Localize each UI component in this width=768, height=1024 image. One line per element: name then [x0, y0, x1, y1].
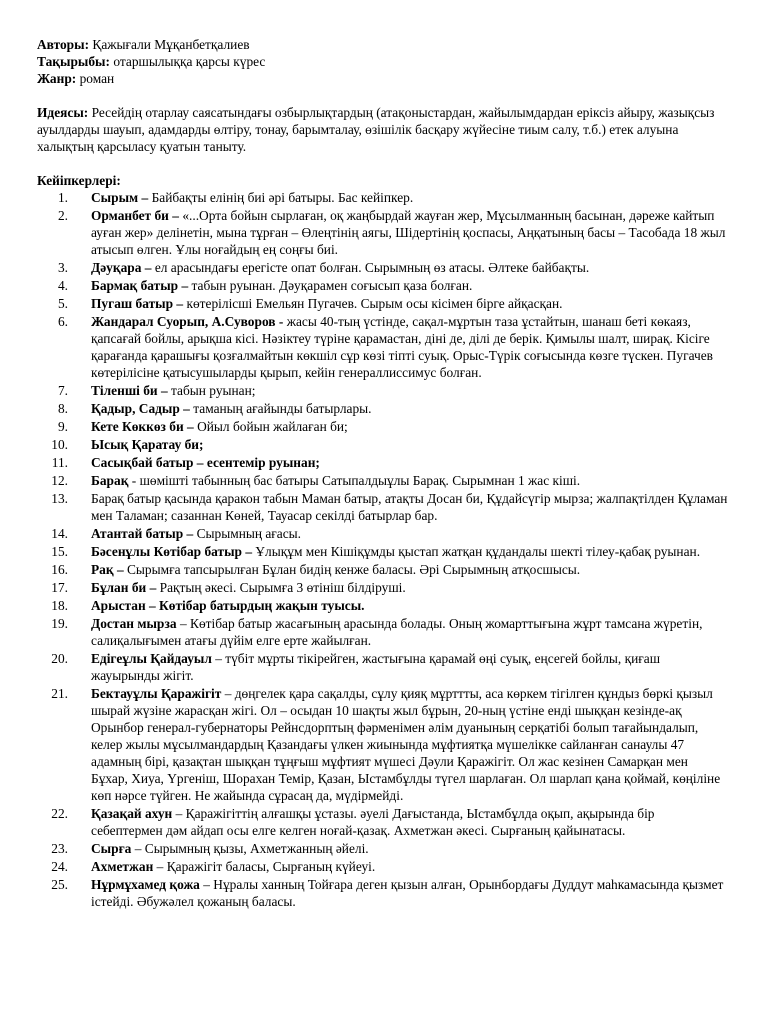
character-item — [37, 876, 728, 910]
character-item — [37, 189, 728, 206]
character-name: Арыстан – Көтібар батырдың жақын туысы. — [91, 598, 365, 613]
character-item — [37, 525, 728, 542]
character-text: – түбіт мұрты тікірейген, жастығына қарамай өңі суық, еңсегей бойлы, қиғаш жауырынды жігіт. — [91, 651, 660, 683]
character-text: көтерілісші Емельян Пугачев. Сырым осы кісімен бірге айқасқан. — [186, 296, 563, 311]
character-description — [91, 313, 728, 381]
character-text: жасы 40-тың үстінде, сақал-мұртын таза ұстайтын, шанаш беті көкаяз, қапсағай бойлы, арықша кісі. Нәзіктеу түріне қарамастан, діні де, ділі де берік. Қимылы шалт, ширақ. Кісіге қарағанда қарашығы қозғалмайтын көкшіл сұр көзі тіпті суық. Орыс-Түрік соғысында көзге түскен. Пугачев көтерілісіне қатысушыларды қырып, кейін генераллиссимус болған. — [91, 314, 714, 380]
character-number: 1. — [57, 190, 68, 205]
characters-heading: Кейіпкерлері: — [37, 173, 121, 188]
character-text: табын руынан. Дәуқарамен соғысып қаза болған. — [191, 278, 473, 293]
character-name: Бармақ батыр – — [91, 278, 189, 293]
character-description — [91, 295, 728, 312]
character-text: – Қаражігіт баласы, Сырғаның күйеуі. — [156, 859, 376, 874]
character-description — [91, 685, 728, 804]
character-description — [91, 277, 728, 294]
character-name: Барақ — [91, 473, 129, 488]
character-description — [91, 525, 728, 542]
character-number: 17. — [51, 580, 68, 595]
character-text: Сырымға тапсырылған Бұлан бидің кенже баласы. Әрі Сырымның атқосшысы. — [127, 562, 581, 577]
character-description — [91, 650, 728, 684]
character-name: Едігеұлы Қайдауыл — [91, 651, 212, 666]
theme-value: отаршылыққа қарсы күрес — [113, 54, 266, 69]
character-item — [37, 490, 728, 524]
ideas-label: Идеясы: — [37, 105, 89, 120]
character-number: 9. — [57, 419, 68, 434]
character-item — [37, 472, 728, 489]
character-name: Дәуқара – — [91, 260, 152, 275]
authors-value: Қажығали Мұқанбетқалиев — [92, 37, 250, 52]
character-text: Рақтың әкесі. Сырымға 3 өтініш білдіруші. — [159, 580, 406, 595]
character-item — [37, 454, 728, 471]
character-item — [37, 615, 728, 649]
genre-value: роман — [79, 71, 115, 86]
character-number: 13. — [51, 491, 68, 506]
character-item — [37, 579, 728, 596]
character-name: Бұлан би – — [91, 580, 157, 595]
character-description — [91, 615, 728, 649]
character-item — [37, 259, 728, 276]
character-number: 20. — [51, 651, 68, 666]
character-number: 2. — [57, 208, 68, 223]
character-description — [91, 207, 728, 258]
character-name: Орманбет би – — [91, 208, 179, 223]
character-name: Сырға — [91, 841, 132, 856]
character-text: табын руынан; — [171, 383, 256, 398]
character-text: ел арасындағы ерегісте опат болған. Сырымның өз атасы. Әлтеке байбақты. — [154, 260, 590, 275]
character-description — [91, 436, 728, 453]
character-item — [37, 685, 728, 804]
character-number: 5. — [57, 296, 68, 311]
character-name: Достан мырза — [91, 616, 177, 631]
character-text: – Нұралы ханның Тойғара деген қызын алған, Орынбордағы Дуддут маһкамасында қызмет істейді. Әбужәлел қожаның баласы. — [91, 877, 724, 909]
character-text: - шөмішті табынның бас батыры Сатыпалдыұлы Барақ. Сырымнан 1 жас кіші. — [131, 473, 581, 488]
character-text: Ұлықұм мен Кішіқұмды қыстап жатқан құдандалы шекті тілеу-қабақ руынан. — [255, 544, 701, 559]
character-text: Сырымның ағасы. — [196, 526, 302, 541]
character-name: Тіленші би – — [91, 383, 168, 398]
character-description — [91, 418, 728, 435]
character-description — [91, 382, 728, 399]
character-number: 11. — [51, 455, 68, 470]
theme-line — [37, 53, 728, 70]
character-number: 18. — [51, 598, 68, 613]
character-item — [37, 858, 728, 875]
character-number: 19. — [51, 616, 68, 631]
character-number: 24. — [51, 859, 68, 874]
character-number: 3. — [57, 260, 68, 275]
character-description — [91, 189, 728, 206]
character-name: Қазақай ахун — [91, 806, 173, 821]
character-item — [37, 295, 728, 312]
character-number: 21. — [51, 686, 68, 701]
character-number: 4. — [57, 278, 68, 293]
genre-line — [37, 70, 728, 87]
character-item — [37, 597, 728, 614]
character-description — [91, 561, 728, 578]
character-name: Нұрмұхамед қожа — [91, 877, 200, 892]
character-description — [91, 805, 728, 839]
character-number: 22. — [51, 806, 68, 821]
character-number: 7. — [57, 383, 68, 398]
character-description — [91, 876, 728, 910]
character-number: 12. — [51, 473, 68, 488]
character-item — [37, 805, 728, 839]
theme-label: Тақырыбы: — [37, 54, 110, 69]
character-text: – Көтібар батыр жасағының арасында болады. Оның жомарттығына жұрт тамсана жүретін, салиқалығымен атағы дүйім елге ерте жайылған. — [91, 616, 703, 648]
character-name: Сырым – — [91, 190, 149, 205]
character-description — [91, 840, 728, 857]
character-description — [91, 858, 728, 875]
character-item — [37, 840, 728, 857]
character-item — [37, 277, 728, 294]
character-item — [37, 418, 728, 435]
character-text: – Қаражігіттің алғашқы ұстазы. әуелі Дағыстанда, Ыстамбұлда оқып, ақырында бір себептермен дәм айдап осы елге келген ноғай-қазақ. Ахметжан әкесі. Сырғаның қайынатасы. — [91, 806, 655, 838]
character-text: – дөңгелек қара сақалды, сұлу қияқ мұрттты, аса көркем тігілген құндыз бөркі қызыл шырай жүзіне жарасқан жігі. Ол – осыдан 10 шақты жыл бұрын, 20-ның үстіне енді шыққан кезінде-ақ Орынбор генерал-губернаторы Рейнсдорптың фәрменімен әлім дуанының серқатібі болып тағайындалып, келер жылы мұсылмандардың Қазандағы үлкен жиынында мұфтиятқа мүшелікке сайланған санаулы 47 адамның бірі, қазақтан шыққан тұңғыш мұфтият мүшесі Дәули Қаражігіт. Ол жас кезінен Самарқан мен Бұхар, Хиуа, Үргеніш, Шорахан Темір, Қазан, Ыстамбұлды түгел шарлаған. Ол шарлап қана қоймай, көңіліне көп нәрсе түйген. Не жайында сұрасаң да, мүдірмейді. — [91, 686, 721, 803]
character-description — [91, 259, 728, 276]
character-description — [91, 543, 728, 560]
character-item — [37, 650, 728, 684]
character-text: Барақ батыр қасында қаракон табын Маман батыр, атақты Досан би, Құдайсүгір мырза; жалпақтілден Құламан мен Таламан; сазаннан Көней, Тауасар секілді батырлар бар. — [91, 491, 728, 523]
character-number: 10. — [51, 437, 68, 452]
character-name: Ысық Қаратау би; — [91, 437, 204, 452]
character-text: «...Орта бойын сырлаған, оқ жаңбырдай жауған жер, Мұсылманның басынан, дәреже кайтып ауған жер» делінетін, мына тұрған – Өлеңтінің аягы, Шідертінің қоспасы, Аңқатының басы – Тасобада 18 жыл атысып өлген. Ұлы ноғайдың ең соңғы биі. — [91, 208, 726, 257]
character-name: Сасықбай батыр – есентемір руынан; — [91, 455, 320, 470]
character-name: Қадыр, Садыр – — [91, 401, 190, 416]
characters-list — [37, 189, 728, 910]
character-number: 15. — [51, 544, 68, 559]
character-text: таманың ағайынды батырлары. — [193, 401, 372, 416]
character-name: Бәсенұлы Көтібар батыр – — [91, 544, 253, 559]
character-description — [91, 454, 728, 471]
character-item — [37, 382, 728, 399]
character-name: Кете Көккөз би – — [91, 419, 194, 434]
authors-label: Авторы: — [37, 37, 90, 52]
character-name: Ахметжан — [91, 859, 154, 874]
character-description — [91, 400, 728, 417]
authors-line — [37, 36, 728, 53]
character-text: – Сырымның қызы, Ахметжанның әйелі. — [134, 841, 369, 856]
character-description — [91, 472, 728, 489]
character-name: Жандарал Суорып, А.Суворов - — [91, 314, 284, 329]
character-name: Пугаш батыр – — [91, 296, 184, 311]
character-number: 25. — [51, 877, 68, 892]
character-number: 14. — [51, 526, 68, 541]
character-description — [91, 490, 728, 524]
character-description — [91, 579, 728, 596]
ideas-text: Ресейдің отарлау саясатындағы озбырлықтардың (атақоныстардан, жайылымдардан еріксіз айыру, жазықсыз ауылдарды шауып, адамдарды өлтіру, тонау, барымталау, өзішілік басқару жүйесіне тиым салу, т.б.) етек алуына халықтың қарсыласу қуатын таныту. — [37, 105, 715, 154]
character-description — [91, 597, 728, 614]
ideas-paragraph — [37, 104, 728, 155]
character-item — [37, 207, 728, 258]
character-item — [37, 400, 728, 417]
character-item — [37, 436, 728, 453]
character-text: Ойыл бойын жайлаған би; — [197, 419, 348, 434]
character-name: Атантай батыр – — [91, 526, 194, 541]
character-number: 8. — [57, 401, 68, 416]
character-name: Бектауұлы Қаражігіт — [91, 686, 222, 701]
character-item — [37, 561, 728, 578]
character-number: 6. — [57, 314, 68, 329]
character-item — [37, 543, 728, 560]
character-item — [37, 313, 728, 381]
character-text: Байбақты елінің биі әрі батыры. Бас кейіпкер. — [151, 190, 414, 205]
character-number: 23. — [51, 841, 68, 856]
character-name: Рақ – — [91, 562, 124, 577]
genre-label: Жанр: — [37, 71, 77, 86]
character-number: 16. — [51, 562, 68, 577]
